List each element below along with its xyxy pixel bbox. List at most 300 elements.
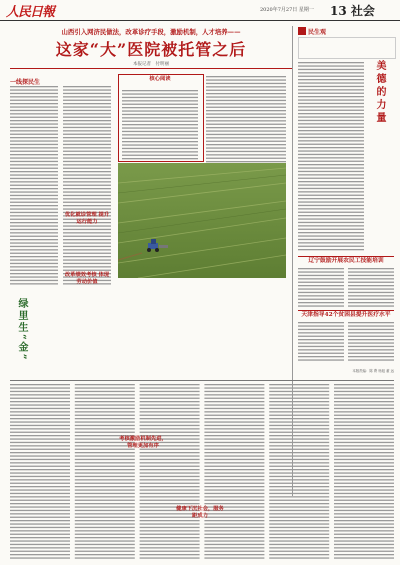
text-line (334, 411, 394, 412)
text-line (334, 506, 394, 507)
text-line (75, 462, 135, 463)
text-line (269, 537, 329, 538)
text-line (206, 90, 286, 91)
text-line (63, 181, 111, 182)
text-line (269, 404, 329, 405)
kicker: 山西引入网济民做法，改革诊疗手段，激励机制，人才培养—— (61, 28, 241, 36)
subhead: 改革绩效考核 体现劳动价值 (64, 272, 110, 285)
text-line (10, 489, 70, 490)
text-line (140, 557, 200, 558)
text-line (10, 151, 58, 152)
text-line (10, 147, 58, 148)
text-line (334, 449, 394, 450)
text-line (348, 282, 394, 283)
text-line (10, 283, 58, 284)
text-line (298, 76, 364, 77)
text-line (140, 534, 200, 535)
text-line (269, 438, 329, 439)
text-line (63, 154, 111, 155)
text-line (334, 408, 394, 409)
text-line (10, 421, 70, 422)
text-line (140, 523, 200, 524)
text-line (10, 387, 70, 388)
text-line (204, 438, 264, 439)
text-line (269, 452, 329, 453)
text-line (298, 154, 364, 155)
text-line (63, 157, 111, 158)
text-line (122, 148, 198, 149)
text-line (10, 157, 58, 158)
text-line (75, 432, 135, 433)
text-line (334, 537, 394, 538)
text-line (10, 178, 58, 179)
text-line (10, 100, 58, 101)
text-line (204, 398, 264, 399)
text-line (298, 322, 344, 323)
text-line (334, 466, 394, 467)
text-line (204, 554, 264, 555)
text-line (204, 500, 264, 501)
text-line (269, 449, 329, 450)
text-line (63, 174, 111, 175)
text-line (334, 557, 394, 558)
text-line (269, 398, 329, 399)
text-line (204, 523, 264, 524)
text-line (269, 432, 329, 433)
text-line (204, 503, 264, 504)
text-line (298, 184, 364, 185)
text-line (10, 123, 58, 124)
text-line (75, 404, 135, 405)
text-line (298, 93, 364, 94)
text-line (298, 295, 344, 296)
text-line (269, 489, 329, 490)
text-line (334, 432, 394, 433)
text-line (122, 124, 198, 125)
text-line (298, 161, 364, 162)
text-line (122, 155, 198, 156)
subhead: 健康下沉社会，服务距成力 (176, 506, 224, 519)
text-line (204, 415, 264, 416)
text-line (204, 391, 264, 392)
text-line (298, 288, 344, 289)
text-line (63, 96, 111, 97)
text-line (298, 268, 344, 269)
text-line (269, 469, 329, 470)
text-line (269, 408, 329, 409)
text-line (10, 117, 58, 118)
text-line (298, 188, 364, 189)
text-line (348, 346, 394, 347)
text-line (10, 280, 58, 281)
dateline: 2020年7月27日 星期一 (260, 7, 314, 13)
text-line (10, 438, 70, 439)
text-line (10, 86, 58, 87)
text-line (206, 117, 286, 118)
text-line (334, 554, 394, 555)
text-line (10, 174, 58, 175)
text-line (298, 271, 344, 272)
text-line (334, 493, 394, 494)
text-line (10, 418, 70, 419)
text-line (140, 415, 200, 416)
text-line (298, 292, 344, 293)
text-line (334, 517, 394, 518)
text-line (298, 195, 364, 196)
text-line (204, 435, 264, 436)
text-line (298, 302, 344, 303)
text-line (298, 239, 364, 240)
right-text-block (298, 62, 366, 252)
text-line (269, 455, 329, 456)
text-line (10, 188, 58, 189)
text-line (75, 540, 135, 541)
text-line (348, 278, 394, 279)
text-line (122, 117, 198, 118)
text-line (269, 534, 329, 535)
text-line (298, 174, 364, 175)
text-line (298, 86, 364, 87)
text-line (298, 191, 364, 192)
text-line (298, 235, 364, 236)
text-line (298, 123, 364, 124)
text-line (298, 82, 364, 83)
text-line (206, 76, 286, 77)
text-line (10, 394, 70, 395)
text-line (334, 398, 394, 399)
text-line (140, 411, 200, 412)
text-line (75, 489, 135, 490)
divider (298, 256, 394, 257)
text-line (298, 212, 364, 213)
text-line (10, 253, 58, 254)
text-line (269, 435, 329, 436)
text-line (348, 295, 394, 296)
text-line (206, 100, 286, 101)
text-line (334, 534, 394, 535)
text-line (10, 472, 70, 473)
text-line (63, 130, 111, 131)
text-line (206, 154, 286, 155)
text-line (75, 506, 135, 507)
text-line (298, 205, 364, 206)
text-line (269, 387, 329, 388)
text-line (10, 483, 70, 484)
text-line (10, 89, 58, 90)
text-line (10, 391, 70, 392)
text-line (334, 551, 394, 552)
text-line (10, 236, 58, 237)
text-line (334, 496, 394, 497)
text-line (63, 249, 111, 250)
text-line (10, 510, 70, 511)
text-line (10, 517, 70, 518)
editors-credit: 本版责编：陈 朔 杨旭 翟 远 (352, 369, 394, 373)
text-line (298, 285, 344, 286)
text-line (204, 544, 264, 545)
text-line (10, 432, 70, 433)
text-line (269, 513, 329, 514)
text-line (63, 229, 111, 230)
text-line (298, 144, 364, 145)
text-line (140, 551, 200, 552)
text-line (298, 242, 364, 243)
text-line (269, 394, 329, 395)
text-line (204, 483, 264, 484)
text-line (140, 428, 200, 429)
text-line (334, 442, 394, 443)
text-line (334, 530, 394, 531)
text-line (63, 188, 111, 189)
text-line (63, 202, 111, 203)
text-line (75, 394, 135, 395)
text-line (140, 472, 200, 473)
text-line (334, 428, 394, 429)
text-line (269, 411, 329, 412)
text-line (334, 435, 394, 436)
text-line (63, 134, 111, 135)
text-line (75, 493, 135, 494)
text-line (63, 263, 111, 264)
text-line (298, 282, 344, 283)
text-line (122, 100, 198, 101)
text-line (10, 161, 58, 162)
text-line (75, 534, 135, 535)
text-line (204, 404, 264, 405)
text-line (63, 236, 111, 237)
text-line (334, 387, 394, 388)
column-intro-box (298, 37, 396, 59)
text-line (75, 418, 135, 419)
text-line (63, 242, 111, 243)
text-line (10, 540, 70, 541)
text-line (10, 513, 70, 514)
text-line (334, 527, 394, 528)
text-line (75, 486, 135, 487)
text-line (10, 110, 58, 111)
text-line (204, 462, 264, 463)
text-line (10, 493, 70, 494)
text-line (75, 455, 135, 456)
text-line (63, 171, 111, 172)
text-line (204, 496, 264, 497)
text-line (269, 557, 329, 558)
text-line (269, 479, 329, 480)
text-line (269, 540, 329, 541)
text-line (334, 472, 394, 473)
text-line (75, 557, 135, 558)
text-line (140, 387, 200, 388)
text-line (63, 191, 111, 192)
text-line (10, 273, 58, 274)
text-line (75, 517, 135, 518)
text-line (140, 489, 200, 490)
text-line (10, 208, 58, 209)
text-line (206, 141, 286, 142)
text-line (10, 232, 58, 233)
text-line (298, 137, 364, 138)
newspaper-logo: 人民日報 (6, 5, 55, 20)
text-line (204, 432, 264, 433)
text-line (204, 493, 264, 494)
text-line (269, 547, 329, 548)
text-line (206, 134, 286, 135)
middle-text-block (118, 76, 288, 286)
text-line (348, 353, 394, 354)
text-line (10, 171, 58, 172)
text-line (140, 544, 200, 545)
text-line (298, 89, 364, 90)
text-line (348, 305, 394, 306)
text-line (206, 147, 286, 148)
text-line (75, 530, 135, 531)
text-line (10, 256, 58, 257)
text-line (298, 150, 364, 151)
text-line (75, 537, 135, 538)
text-line (140, 408, 200, 409)
text-line (10, 544, 70, 545)
text-line (298, 127, 364, 128)
text-line (269, 503, 329, 504)
text-line (140, 425, 200, 426)
text-line (269, 391, 329, 392)
text-line (348, 288, 394, 289)
text-line (269, 500, 329, 501)
text-line (334, 486, 394, 487)
text-line (10, 476, 70, 477)
text-line (140, 418, 200, 419)
text-line (298, 72, 364, 73)
text-line (75, 398, 135, 399)
text-line (10, 530, 70, 531)
text-line (348, 329, 394, 330)
news-title: 辽宁鼓励开展农民工技能培训 (308, 258, 384, 264)
text-line (204, 411, 264, 412)
text-line (204, 421, 264, 422)
text-line (10, 93, 58, 94)
section-label: 一线探民生 (10, 79, 41, 86)
text-line (10, 455, 70, 456)
text-line (204, 534, 264, 535)
text-line (298, 232, 364, 233)
text-line (10, 496, 70, 497)
text-line (10, 486, 70, 487)
text-line (10, 466, 70, 467)
text-line (10, 435, 70, 436)
text-line (63, 259, 111, 260)
column-title: 美德的力量 (374, 60, 385, 125)
text-line (269, 472, 329, 473)
text-line (269, 462, 329, 463)
text-line (140, 537, 200, 538)
text-line (204, 469, 264, 470)
text-line (269, 493, 329, 494)
text-line (140, 554, 200, 555)
text-line (348, 299, 394, 300)
text-line (334, 394, 394, 395)
text-line (206, 86, 286, 87)
text-line (10, 503, 70, 504)
text-line (10, 401, 70, 402)
text-line (334, 418, 394, 419)
text-line (204, 449, 264, 450)
text-line (75, 503, 135, 504)
text-line (334, 479, 394, 480)
text-line (10, 462, 70, 463)
text-line (10, 215, 58, 216)
text-line (63, 195, 111, 196)
text-line (334, 513, 394, 514)
text-line (298, 106, 364, 107)
text-line (204, 476, 264, 477)
text-line (63, 89, 111, 90)
text-line (298, 336, 344, 337)
text-line (298, 164, 364, 165)
text-line (10, 537, 70, 538)
text-line (206, 158, 286, 159)
text-line (10, 144, 58, 145)
text-line (206, 113, 286, 114)
text-line (140, 547, 200, 548)
text-line (140, 500, 200, 501)
text-line (334, 462, 394, 463)
text-line (334, 503, 394, 504)
text-line (140, 496, 200, 497)
text-line (10, 246, 58, 247)
text-line (63, 103, 111, 104)
text-line (63, 113, 111, 114)
text-line (206, 120, 286, 121)
text-line (10, 249, 58, 250)
right-text-block-2 (298, 268, 394, 308)
text-line (298, 208, 364, 209)
text-line (122, 104, 198, 105)
text-line (10, 415, 70, 416)
text-line (204, 428, 264, 429)
text-line (269, 496, 329, 497)
text-line (63, 232, 111, 233)
text-line (63, 266, 111, 267)
text-line (122, 114, 198, 115)
text-line (10, 239, 58, 240)
text-line (63, 137, 111, 138)
text-line (298, 339, 344, 340)
text-line (269, 483, 329, 484)
text-line (298, 201, 364, 202)
text-line (63, 106, 111, 107)
text-line (122, 131, 198, 132)
text-line (206, 83, 286, 84)
text-line (10, 408, 70, 409)
text-line (298, 103, 364, 104)
text-line (298, 96, 364, 97)
text-line (75, 513, 135, 514)
text-line (204, 540, 264, 541)
text-line (63, 86, 111, 87)
text-line (10, 520, 70, 521)
text-line (75, 479, 135, 480)
text-line (122, 110, 198, 111)
text-line (63, 185, 111, 186)
tag-marker (298, 27, 306, 35)
text-line (206, 107, 286, 108)
text-line (348, 292, 394, 293)
text-line (140, 455, 200, 456)
text-line (122, 158, 198, 159)
text-line (10, 229, 58, 230)
text-line (10, 130, 58, 131)
divider (298, 310, 394, 311)
